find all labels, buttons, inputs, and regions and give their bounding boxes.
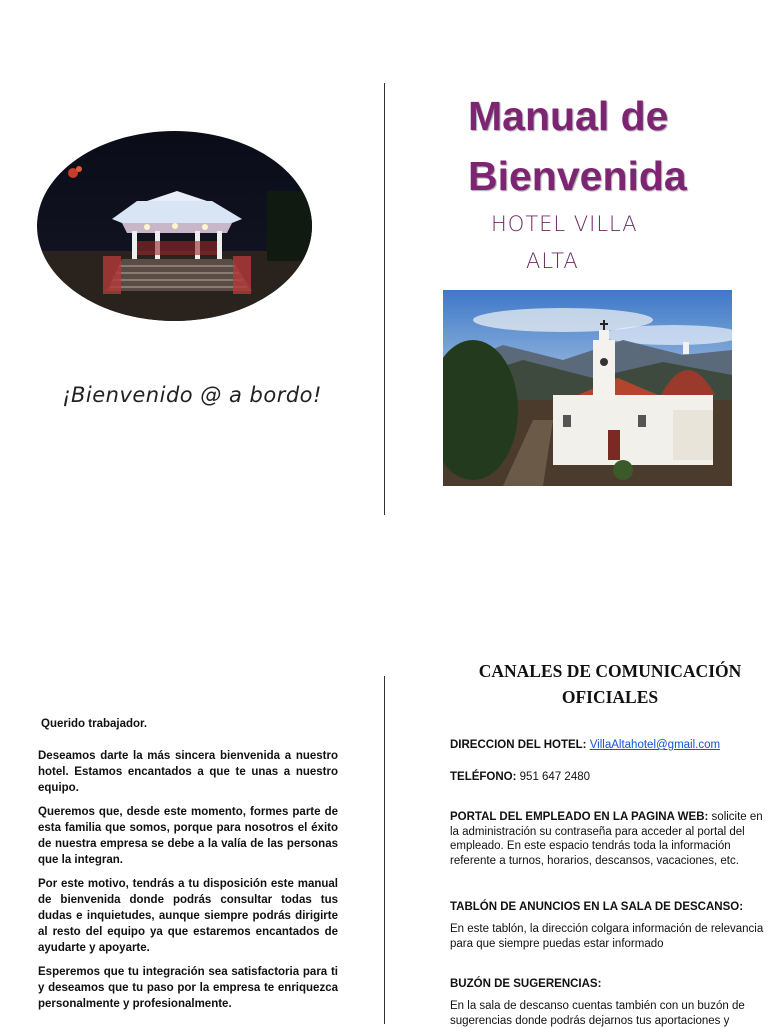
hotel-email-link[interactable]: VillaAltahotel@gmail.com — [589, 739, 721, 751]
notice-board-heading — [450, 900, 768, 915]
channels-heading — [452, 658, 768, 710]
notice-board-label: TABLÓN DE ANUNCIOS EN LA SALA DE DESCANSO: — [450, 901, 744, 913]
suggestion-box-heading — [450, 977, 768, 992]
letter-greeting: Querido trabajador. — [41, 718, 148, 730]
letter-paragraph: Queremos que, desde este momento, formes parte de esta familia que somos, porque para nosotros el éxito de nuestra empresa se debe a la valía de las personas que la integran. — [38, 806, 338, 866]
letter-paragraph: Esperemos que tu integración sea satisfactoria para ti y deseamos que tu paso por la empresa te enriquezca personalmente y profesionalmente. — [38, 966, 338, 1010]
welcome-aboard-text: ¡Bienvenido @ a bordo! — [62, 383, 322, 407]
manual-title — [468, 86, 768, 206]
welcome-letter — [38, 716, 338, 1020]
manual-title-line-1: Manual de — [468, 93, 669, 139]
letter-paragraph: Por este motivo, tendrás a tu disposición este manual de bienvenida donde podrás consultar todas tus dudas e inquietudes, aunque siempre podrás dirigirte al resto del equipo ya que estaremos encantados de ayudarte y apoyarte. — [38, 878, 338, 954]
suggestion-box-text: En la sala de descanso cuentas también con un buzón de sugerencias donde podrás dejarnos tus aportaciones y — [450, 1000, 745, 1027]
notice-board-text: En este tablón, la dirección colgara información de relevancia para que siempre puedas estar informado — [450, 923, 764, 950]
manual-title-line-2: Bienvenida — [468, 153, 687, 199]
column-divider-top — [384, 83, 385, 515]
employee-portal-row — [450, 810, 768, 868]
channels-heading-line-2: OFICIALES — [561, 687, 659, 707]
phone-label: TELÉFONO: — [450, 771, 517, 783]
suggestion-box-label: BUZÓN DE SUGERENCIAS: — [450, 978, 602, 990]
hotel-name-line-2: ALTA — [526, 249, 579, 273]
column-divider-bottom — [384, 676, 385, 1024]
church-village-photo — [443, 290, 732, 486]
channels-heading-line-1: CANALES DE COMUNICACIÓN — [478, 661, 742, 681]
hotel-name-line-1: HOTEL VILLA — [491, 212, 638, 236]
hotel-address-row — [450, 738, 768, 753]
phone-value: 951 647 2480 — [519, 771, 591, 783]
gazebo-night-photo — [37, 131, 312, 321]
hotel-address-label: DIRECCION DEL HOTEL: — [450, 739, 587, 751]
employee-portal-text: solicite en la administración su contraseña para acceder al portal del empleado. En este espacio tendrás toda la información referente a turnos, horarios, descansos, vacaciones, etc. — [450, 811, 763, 867]
letter-paragraph: Deseamos darte la más sincera bienvenida a nuestro hotel. Estamos encantados a que te unas a nuestro equipo. — [38, 750, 338, 794]
employee-portal-label: PORTAL DEL EMPLEADO EN LA PAGINA WEB: — [450, 811, 709, 823]
phone-row — [450, 770, 768, 785]
